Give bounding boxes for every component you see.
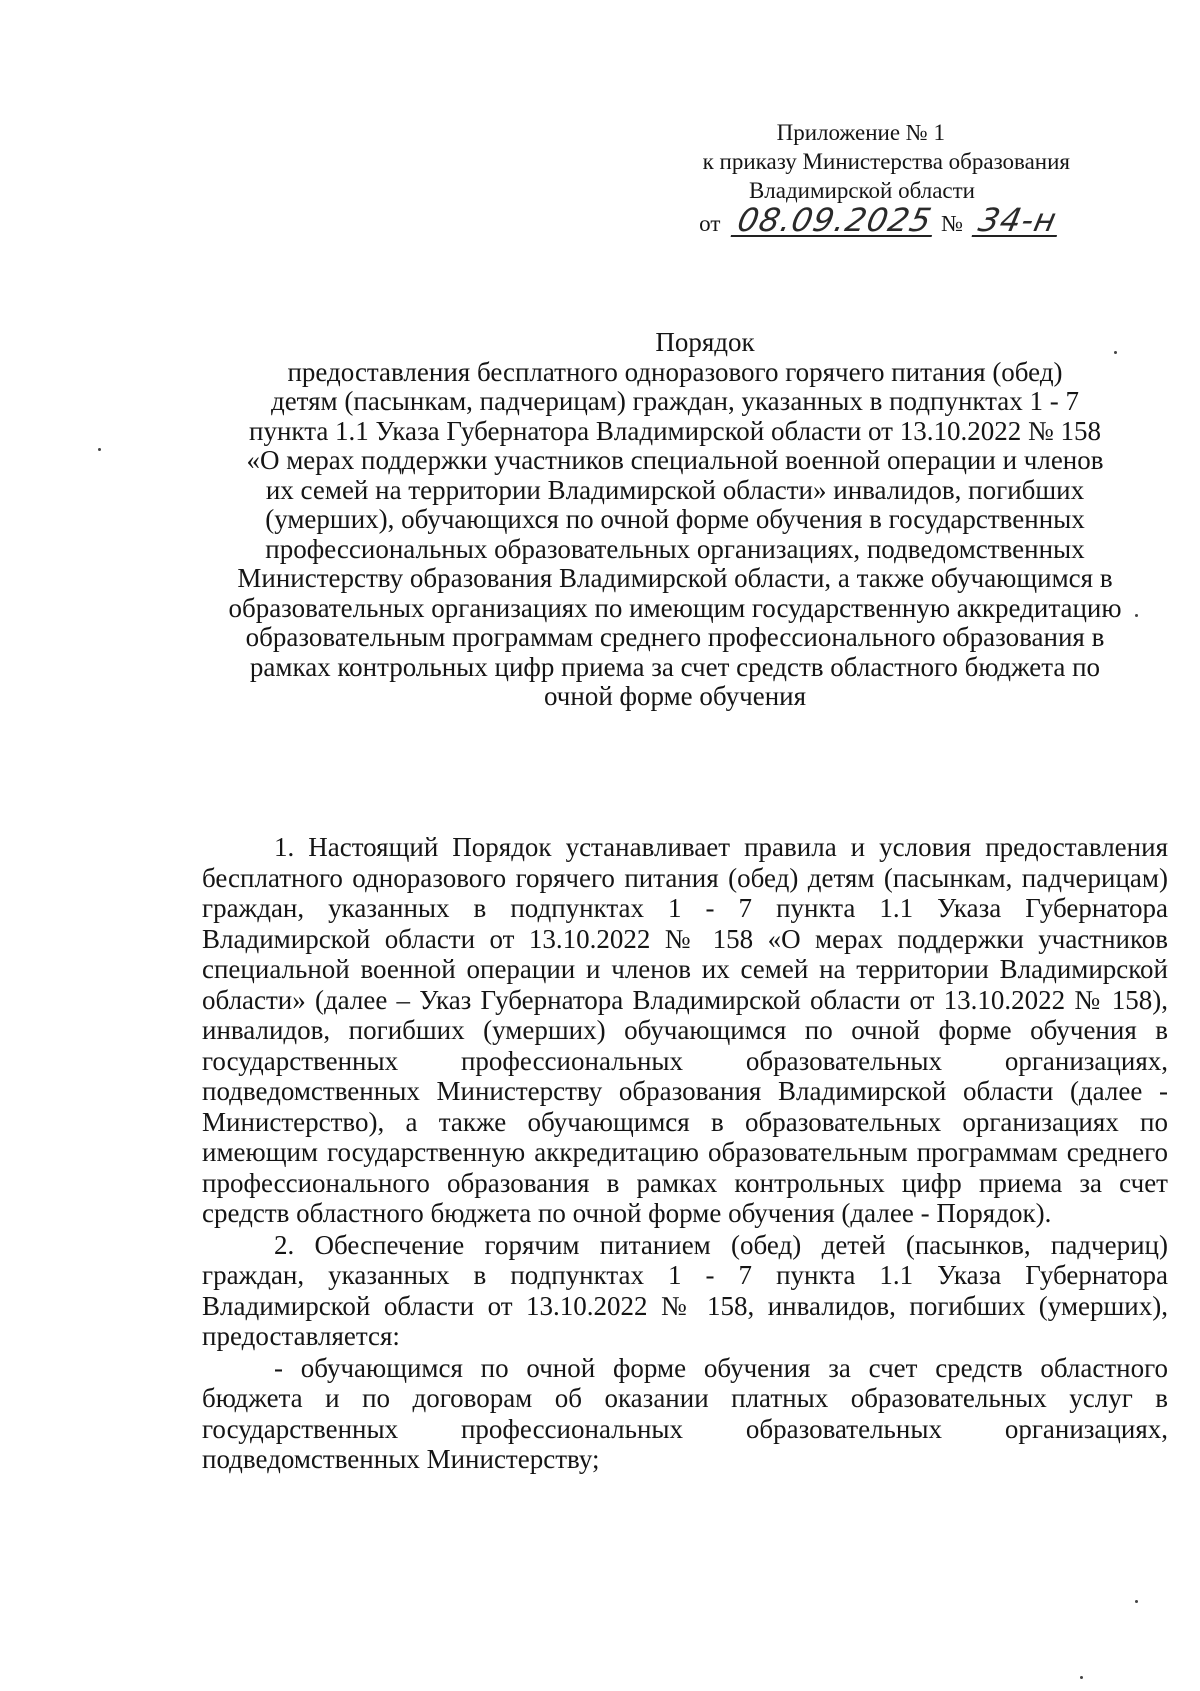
title-line: «О мерах поддержки участников специальной военной операции и членов [246,445,1104,475]
appendix-region: Владимирской области [748,178,975,203]
scan-speck [1135,1600,1138,1603]
title-line: образовательным программам среднего профессионального образования в [245,622,1105,652]
document-title [200,328,1150,712]
appendix-header [610,118,1070,238]
title-line: образовательных организациях по имеющим государственную аккредитацию [228,592,1122,623]
date-prefix: от [699,211,721,236]
title-line: пункта 1.1 Указа Губернатора Владимирской области от 13.10.2022 № 158 [249,415,1101,446]
paragraph-3: - обучающимся по очной форме обучения за счет средств областного бюджета и по договорам об оказании платных образовательных услуг в государственных профессиональных образовательных организациях, подведомственных Министерству; [202,1352,1168,1474]
appendix-order-ref: к приказу Министерства образования [702,149,1070,174]
paragraph-1: 1. Настоящий Порядок устанавливает правила и условия предоставления бесплатного одноразового горячего питания (обед) детям (пасынкам, падчерицам) граждан, указанных в подпунктах 1 - 7 пункта 1.1 Указа Губернатора Владимирской области от 13.10.2022 № 158 «О мерах поддержки участников специальной военной операции и членов их семей на территории Владимирской области» (далее – Указ Губернатора Владимирской области от 13.10.2022 № 158), инвалидов, погибших (умерших) обучающимся по очной форме обучения в государственных профессиональных образовательных организациях, подведомственных Министерству образования Владимирской области (далее - Министерство), а также обучающимся в образовательных организациях по имеющим государственную аккредитацию образовательным программам среднего профессионального образования в рамках контрольных цифр приема за счет средств областного бюджета по очной форме обучения (далее - Порядок). [202,832,1168,1228]
title-line: предоставления бесплатного одноразового горячего питания (обед) [287,356,1063,387]
title-line: профессиональных образовательных организациях, подведомственных [265,533,1085,564]
title-line: (умерших), обучающихся по очной форме обучения в государственных [265,504,1085,534]
appendix-number: Приложение № 1 [776,120,945,145]
title-line: детям (пасынкам, падчерицам) граждан, указанных в подпунктах 1 - 7 [270,386,1080,416]
title-line: очной форме обучения [543,681,807,711]
appendix-date-line [610,201,1070,239]
title-line: их семей на территории Владимирской области» инвалидов, погибших [265,474,1085,505]
paragraph-2: 2. Обеспечение горячим питанием (обед) детей (пасынков, падчериц) граждан, указанных в подпунктах 1 - 7 пункта 1.1 Указа Губернатора Владимирской области от 13.10.2022 № 158, инвалидов, погибших (умерших), предоставляется: [202,1229,1168,1351]
title-heading: Порядок [655,327,755,357]
title-line: рамках контрольных цифр приема за счет средств областного бюджета по [249,651,1101,682]
title-line: Министерству образования Владимирской области, а также обучающимся в [237,563,1113,593]
document-body [202,832,1168,1475]
scan-speck [1114,351,1117,354]
handwritten-number: 34-н [971,205,1063,237]
scan-speck [1080,1676,1083,1679]
number-prefix: № [941,211,964,236]
handwritten-date: 08.09.2025 [731,205,939,237]
scan-speck [1135,614,1138,617]
scan-speck [98,448,101,451]
